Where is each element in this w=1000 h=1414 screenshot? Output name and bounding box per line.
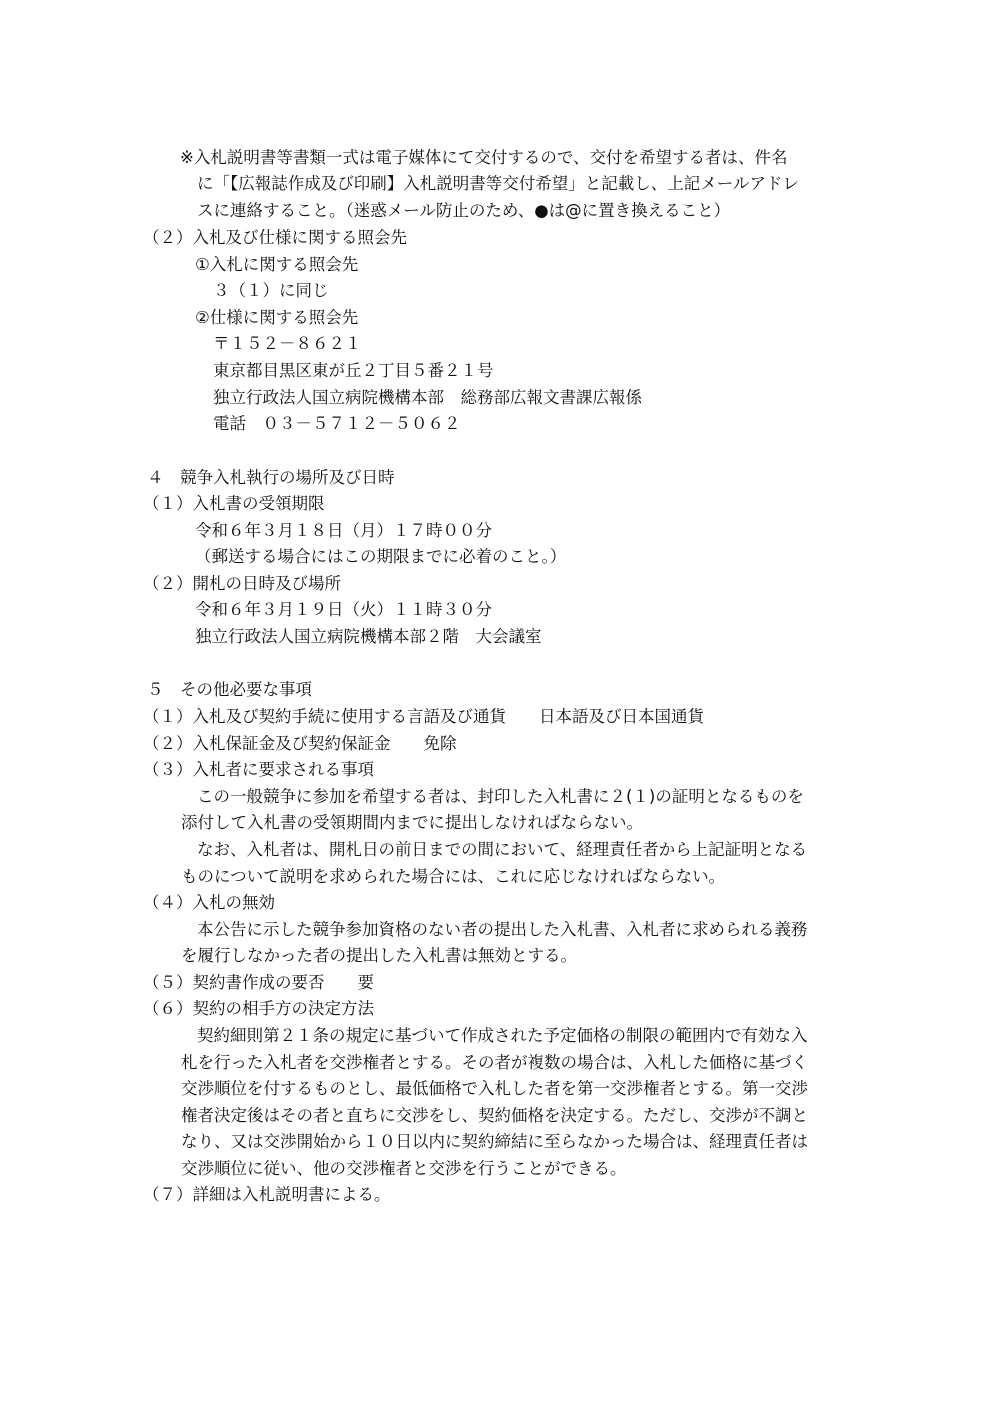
subsection-heading: （７）詳細は入札説明書による。 bbox=[143, 1185, 391, 1204]
body-line: 令和６年３月１８日（月）１７時００分 bbox=[195, 521, 492, 540]
subsection-heading: （３）入札者に要求される事項 bbox=[143, 760, 374, 779]
body-line: 独立行政法人国立病院機構本部２階 大会議室 bbox=[195, 627, 542, 646]
postal-code: 〒１５２－８６２１ bbox=[213, 334, 362, 353]
section-heading: ４ 競争入札執行の場所及び日時 bbox=[147, 468, 395, 487]
subsection-heading: （１）入札書の受領期限 bbox=[143, 494, 325, 513]
body-line: 契約細則第２１条の規定に基づいて作成された予定価格の制限の範囲内で有効な入 bbox=[197, 1026, 808, 1045]
body-line: 交渉順位を付するものとし、最低価格で入札した者を第一交渉権者とする。第一交渉 bbox=[181, 1079, 808, 1098]
organization: 独立行政法人国立病院機構本部 総務部広報文書課広報係 bbox=[213, 388, 642, 407]
section-heading: ５ その他必要な事項 bbox=[147, 680, 312, 699]
body-line: ３（１）に同じ bbox=[213, 281, 329, 300]
item-heading: ①入札に関する照会先 bbox=[195, 255, 359, 274]
item-heading: ②仕様に関する照会先 bbox=[195, 308, 359, 327]
body-line: 添付して入札書の受領期間内までに提出しなければならない。 bbox=[181, 813, 643, 832]
note-line: スに連絡すること。（迷惑メール防止のため、●は@に置き換えること） bbox=[197, 201, 731, 220]
subsection-heading: （２）入札及び仕様に関する照会先 bbox=[143, 228, 407, 247]
body-line: なお、入札者は、開札日の前日までの間において、経理責任者から上記証明となる bbox=[197, 840, 808, 859]
subsection-heading: （１）入札及び契約手続に使用する言語及び通貨 日本語及び日本国通貨 bbox=[143, 707, 704, 726]
body-line: 札を行った入札者を交渉権者とする。その者が複数の場合は、入札した価格に基づく bbox=[181, 1053, 808, 1072]
note-line: に「【広報誌作成及び印刷】入札説明書等交付希望」と記載し、上記メールアドレ bbox=[197, 174, 799, 193]
address: 東京都目黒区東が丘２丁目５番２１号 bbox=[213, 361, 494, 380]
subsection-heading: （２）入札保証金及び契約保証金 免除 bbox=[143, 734, 457, 753]
body-line: 本公告に示した競争参加資格のない者の提出した入札書、入札者に求められる義務 bbox=[197, 920, 808, 939]
body-line: ものについて説明を求められた場合には、これに応じなければならない。 bbox=[181, 867, 726, 886]
body-line: この一般競争に参加を希望する者は、封印した入札書に２(１)の証明となるものを bbox=[197, 787, 804, 806]
body-line: 権者決定後はその者と直ちに交渉をし、契約価格を決定する。ただし、交渉が不調と bbox=[181, 1106, 808, 1125]
subsection-heading: （６）契約の相手方の決定方法 bbox=[143, 999, 374, 1018]
body-line: （郵送する場合にはこの期限までに必着のこと。） bbox=[195, 547, 567, 566]
body-line: 令和６年３月１９日（火）１１時３０分 bbox=[195, 600, 492, 619]
subsection-heading: （４）入札の無効 bbox=[143, 893, 275, 912]
body-line: 交渉順位に従い、他の交渉権者と交渉を行うことができる。 bbox=[181, 1159, 627, 1178]
subsection-heading: （５）契約書作成の要否 要 bbox=[143, 973, 374, 992]
subsection-heading: （２）開札の日時及び場所 bbox=[143, 574, 341, 593]
body-line: を履行しなかった者の提出した入札書は無効とする。 bbox=[181, 946, 577, 965]
phone: 電話 ０３－５７１２－５０６２ bbox=[213, 414, 461, 433]
body-line: なり、又は交渉開始から１０日以内に契約締結に至らなかった場合は、経理責任者は bbox=[181, 1132, 808, 1151]
note-line: ※入札説明書等書類一式は電子媒体にて交付するので、交付を希望する者は、件名 bbox=[180, 148, 788, 167]
